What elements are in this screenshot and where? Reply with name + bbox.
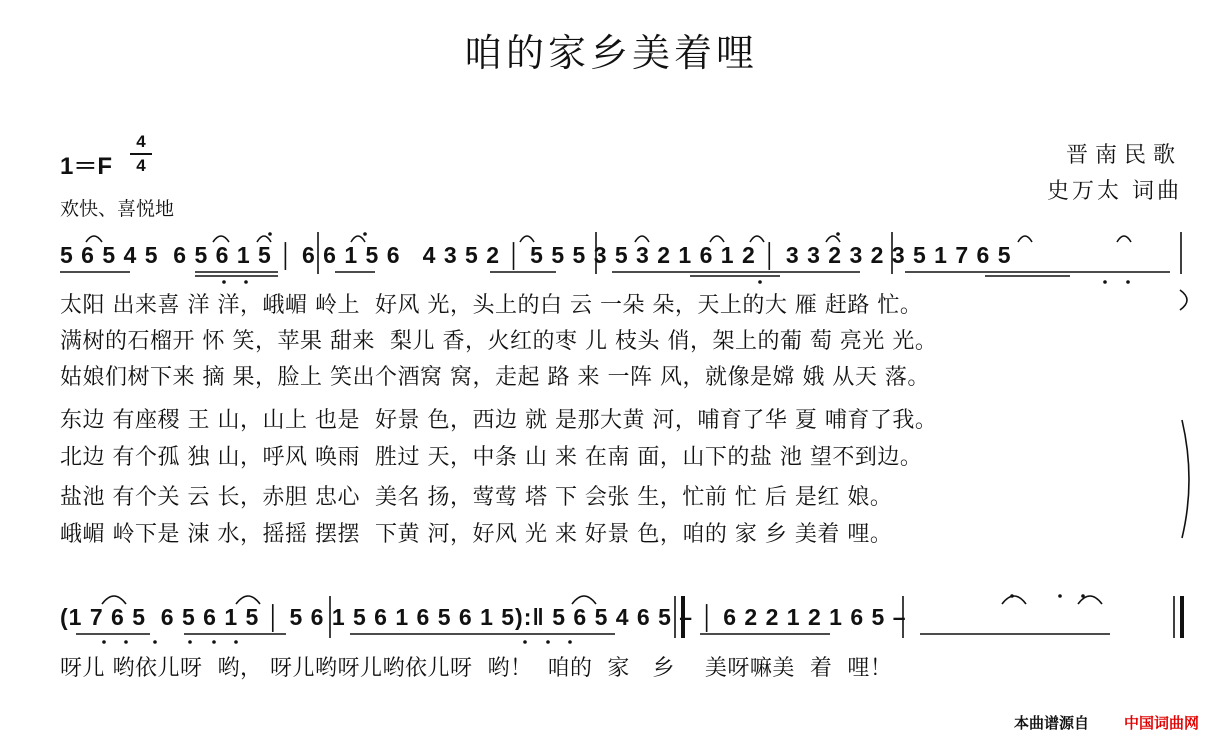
footer-site-link[interactable]: 中国词曲网 — [1124, 715, 1200, 732]
verse-5: 北边 有个孤 独 山，呼风 唤雨 胜过 天，中条 山 来 在南 面，山下的盐 池 望不到边。 — [60, 445, 923, 470]
verse-6: 盐池 有个关 云 长，赤胆 忠心 美名 扬，莺莺 塔 下 会张 生，忙前 忙 后 是红 娘。 — [60, 485, 893, 510]
notation-line-2: (1 7 6 5 6 5 6 1 5 │ 5 6 1 5 6 1 6 5 6 1 5):‖ 5 6 5 4 6 5 – │ 6 2 2 1 2 1 6 5 – — [60, 604, 907, 630]
song-title: 咱的家乡美着哩 — [463, 31, 758, 75]
notation-line-1: 5 6 5 4 5 6 5 6 1 5 │ 6 6 1 5 6 4 3 5 2 │ 5 5 5 3 5 3 2 1 6 1 2 │ 3 3 2 3 2 3 5 1 7 6 5 — [60, 242, 1012, 268]
verse-2: 满树的石榴开 怀 笑，苹果 甜来 梨儿 香，火红的枣 儿 枝头 俏，架上的葡 萄 亮光 光。 — [60, 329, 938, 354]
tempo-marking: 欢快、喜悦地 — [60, 198, 175, 220]
refrain-lyric: 呀儿 哟依儿呀 哟， 呀儿哟呀儿哟依儿呀 哟！ 咱的 家 乡 美呀嘛美 着 哩！ — [60, 656, 893, 681]
song-source: 晋南民歌 — [1065, 143, 1182, 168]
verse-3: 姑娘们树下来 摘 果，脸上 笑出个酒窝 窝，走起 路 来 一阵 风，就像是嫦 娥 从天 落。 — [60, 365, 930, 390]
key-signature: 1＝F — [60, 153, 113, 180]
meter-top: 4 — [136, 132, 146, 151]
song-author: 史万太 词曲 — [1047, 179, 1182, 204]
footer-source-label: 本曲谱源自 — [1014, 715, 1090, 732]
verse-1: 太阳 出来喜 洋 洋，峨嵋 岭上 好风 光，头上的白 云 一朵 朵，天上的大 雁 赶路 忙。 — [60, 293, 923, 318]
verse-7: 峨嵋 岭下是 涑 水，摇摇 摆摆 下黄 河，好风 光 来 好景 色，咱的 家 乡 美着 哩。 — [60, 522, 893, 547]
meter-bottom: 4 — [136, 156, 146, 175]
verse-4: 东边 有座稷 王 山，山上 也是 好景 色，西边 就 是那大黄 河，哺育了华 夏 哺育了我。 — [60, 408, 938, 433]
